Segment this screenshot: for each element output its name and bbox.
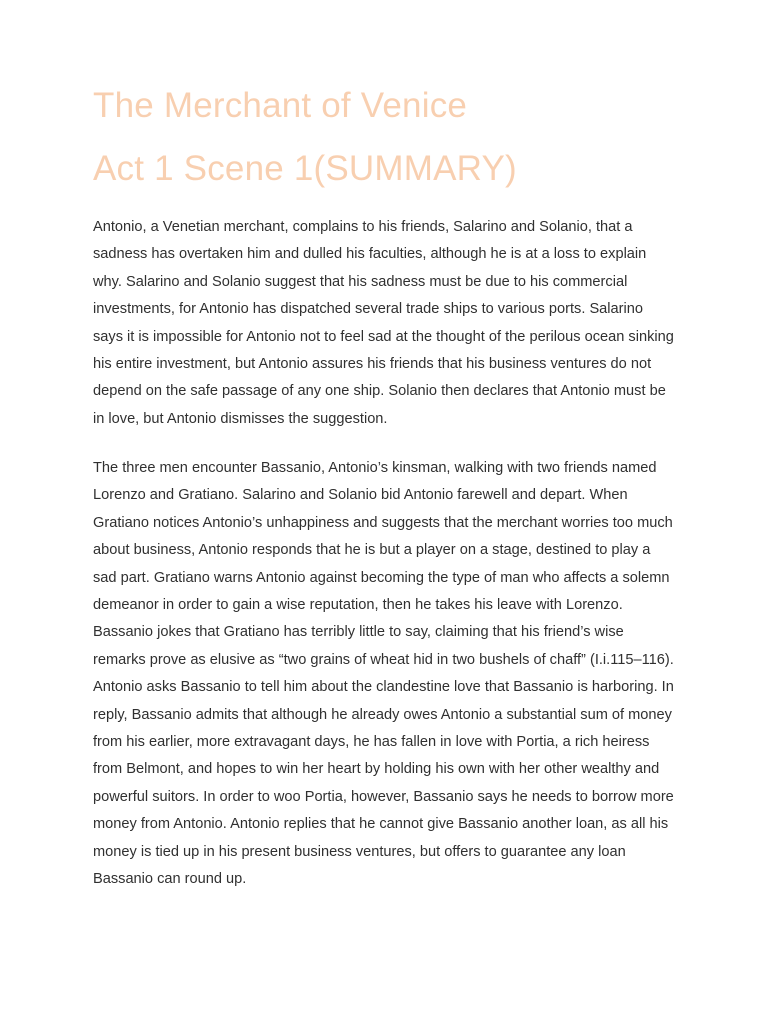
summary-paragraph-2: The three men encounter Bassanio, Antonio’s kinsman, walking with two friends named Lorenzo and Gratiano. Salarino and Solanio bid Antonio farewell and depart. When Gratiano notices Antonio’s unhappiness and suggests that the merchant worries too much about business, Antonio responds that he is but a player on a stage, destined to play a sad part. Gratiano warns Antonio against becoming the type of man who affects a solemn demeanor in order to gain a wise reputation, then he takes his leave with Lorenzo. Bassanio jokes that Gratiano has terribly little to say, claiming that his friend’s wise remarks prove as elusive as “two grains of wheat hid in two bushels of chaff” (I.i.115–116). Antonio asks Bassanio to tell him about the clandestine love that Bassanio is harboring. In reply, Bassanio admits that although he already owes Antonio a substantial sum of money from his earlier, more extravagant days, he has fallen in love with Portia, a rich heiress from Belmont, and hopes to win her heart by holding his own with her other wealthy and powerful suitors. In order to woo Portia, however, Bassanio says he needs to borrow more money from Antonio. Antonio replies that he cannot give Bassanio another loan, as all his money is tied up in his present business ventures, but offers to guarantee any loan Bassanio can round up. xyxy=(93,460,674,888)
summary-paragraph-1: Antonio, a Venetian merchant, complains to his friends, Salarino and Solanio, that a sadness has overtaken him and dulled his faculties, although he is at a loss to explain why. Salarino and Solanio suggest that his sadness must be due to his commercial investments, for Antonio has dispatched several trade ships to various ports. Salarino says it is impossible for Antonio not to feel sad at the thought of the perilous ocean sinking his entire investment, but Antonio assures his friends that his business ventures do not depend on the safe passage of any one ship. Solanio then declares that Antonio must be in love, but Antonio dismisses the suggestion. xyxy=(93,219,674,427)
document-title: The Merchant of Venice xyxy=(93,86,468,125)
document-subtitle: Act 1 Scene 1(SUMMARY) xyxy=(93,149,517,188)
